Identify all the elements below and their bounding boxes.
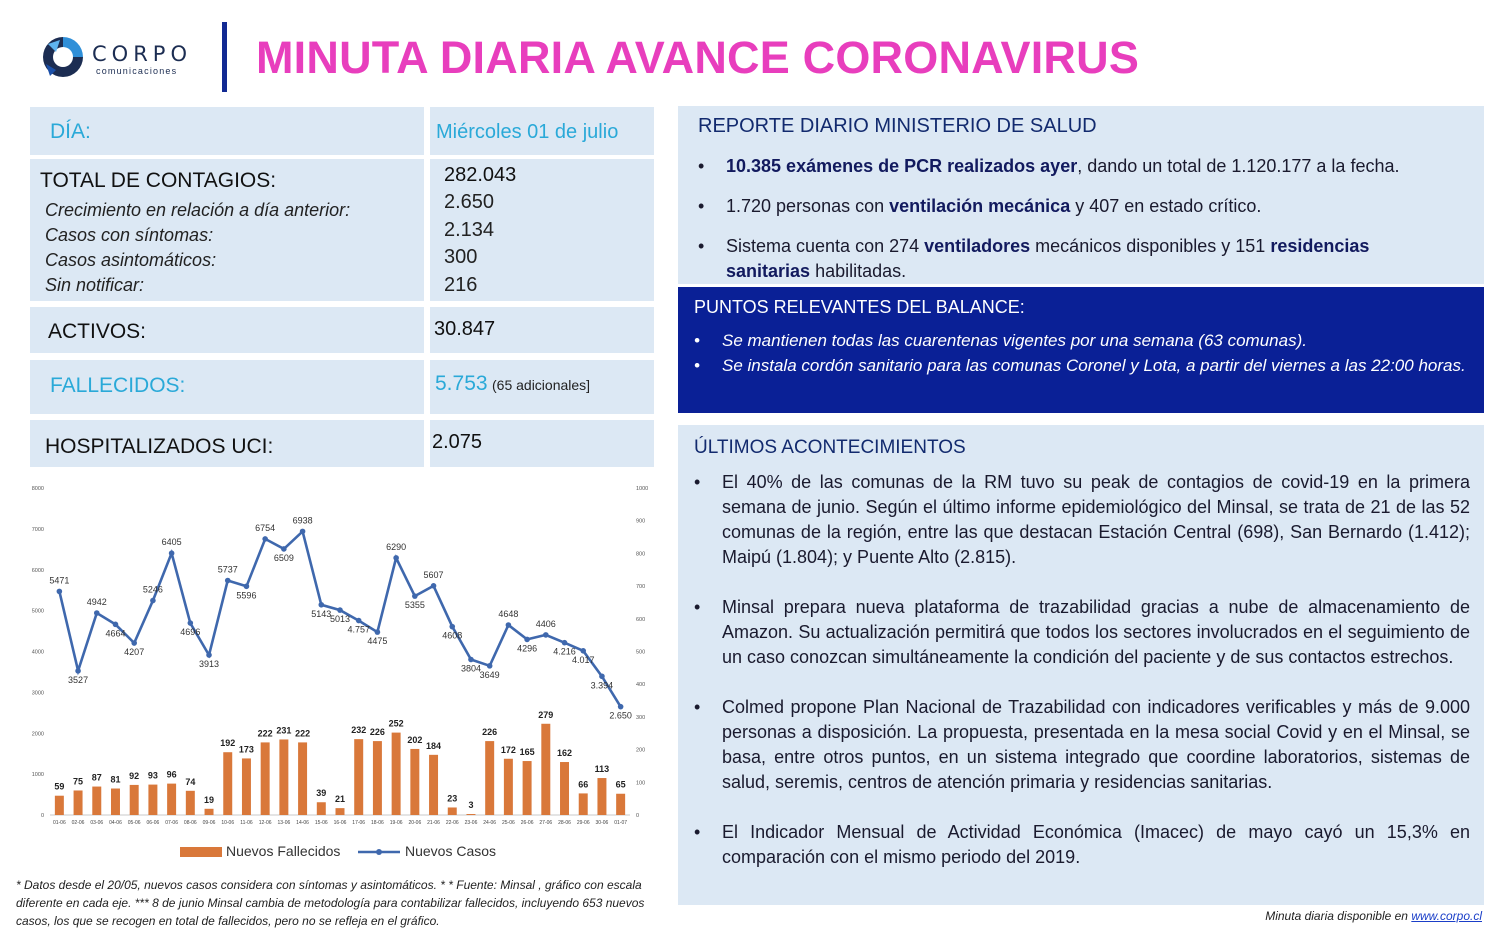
- line-value-label: 3649: [479, 669, 500, 680]
- bar-value-label: 21: [334, 794, 346, 805]
- line-value-label: 4664: [105, 628, 126, 639]
- line-value-label: 4648: [498, 609, 519, 620]
- line-point-nuevos-casos: [300, 529, 306, 535]
- bar-nuevos-fallecidos: [130, 785, 139, 815]
- deaths-label: FALLECIDOS:: [50, 374, 186, 397]
- line-point-nuevos-casos: [431, 583, 437, 589]
- bar-value-label: 222: [295, 728, 311, 739]
- bar-nuevos-fallecidos: [223, 752, 232, 815]
- cases-deaths-chart: [28, 478, 668, 868]
- line-point-nuevos-casos: [281, 546, 287, 552]
- growth-value: 2.650: [444, 191, 495, 213]
- y-right-tick-label: 1000: [636, 486, 649, 492]
- bar-value-label: 93: [147, 770, 158, 781]
- bar-value-label: 66: [578, 779, 589, 790]
- y-right-tick-label: 200: [636, 747, 646, 754]
- total-value-cell: [430, 159, 654, 301]
- deaths-value: 5.753: [435, 372, 488, 395]
- line-value-label: 5607: [423, 569, 444, 580]
- events-title: ÚLTIMOS ACONTECIMIENTOS: [694, 437, 966, 458]
- bar-nuevos-fallecidos: [597, 778, 606, 815]
- balance-list: [694, 328, 1468, 378]
- x-tick-label: 24-06: [483, 820, 497, 826]
- bar-nuevos-fallecidos: [485, 741, 494, 815]
- bar-value-label: 202: [407, 734, 423, 745]
- bar-value-label: 65: [615, 779, 626, 790]
- total-value: 282.043: [444, 164, 517, 186]
- bar-value-label: 232: [351, 725, 367, 736]
- x-tick-label: 03-06: [90, 820, 104, 826]
- line-value-label: 6405: [161, 537, 182, 548]
- y-right-tick-label: 700: [636, 584, 646, 591]
- bar-value-label: 81: [110, 774, 121, 785]
- bar-nuevos-fallecidos: [111, 789, 120, 815]
- line-point-nuevos-casos: [244, 583, 250, 589]
- header-divider: [222, 22, 227, 92]
- bar-value-label: 192: [220, 738, 236, 749]
- icu-label-cell: [30, 420, 424, 467]
- line-value-label: 3804: [460, 663, 481, 674]
- balance-item: • Se instala cordón sanitario para las comunas Coronel y Lota, a partir del viernes a las 22:00 horas.: [694, 353, 1468, 378]
- bar-nuevos-fallecidos: [410, 749, 419, 815]
- y-right-tick-label: 0: [636, 813, 640, 819]
- line-value-label: 4.216: [553, 646, 576, 657]
- line-value-label: 3527: [68, 674, 89, 685]
- bar-value-label: 162: [557, 748, 573, 759]
- y-left-tick-label: 0: [40, 813, 44, 819]
- bar-value-label: 19: [204, 794, 215, 805]
- bar-nuevos-fallecidos: [560, 762, 569, 815]
- line-point-nuevos-casos: [468, 657, 474, 663]
- unreported-label: Sin notificar:: [45, 275, 145, 295]
- line-value-label: 4942: [86, 596, 107, 607]
- bar-value-label: 252: [388, 718, 404, 729]
- x-tick-label: 01-07: [614, 820, 628, 826]
- y-left-tick-label: 1000: [31, 772, 44, 779]
- x-tick-label: 07-06: [165, 820, 179, 826]
- bar-value-label: 165: [519, 747, 535, 758]
- line-value-label: 2.650: [609, 710, 632, 721]
- x-tick-label: 12-06: [258, 820, 272, 826]
- x-tick-label: 14-06: [296, 820, 309, 826]
- x-tick-label: 08-06: [183, 820, 197, 826]
- active-label-cell: [30, 307, 424, 353]
- bar-value-label: 184: [426, 740, 442, 751]
- bar-value-label: 87: [91, 772, 102, 783]
- x-tick-label: 28-06: [558, 820, 571, 826]
- line-value-label: 4696: [180, 627, 201, 638]
- bar-nuevos-fallecidos: [167, 784, 176, 815]
- line-point-nuevos-casos: [131, 640, 137, 646]
- symptomatic-value: 2.134: [444, 219, 495, 241]
- bar-nuevos-fallecidos: [523, 761, 532, 815]
- bar-value-label: 226: [482, 727, 498, 738]
- balance-item: • Se mantienen todas las cuarentenas vigentes por una semana (63 comunas).: [694, 328, 1468, 353]
- total-label: TOTAL DE CONTAGIOS:: [40, 169, 277, 192]
- line-value-label: 6938: [292, 515, 313, 526]
- bar-value-label: 231: [276, 725, 292, 736]
- report-title: REPORTE DIARIO MINISTERIO DE SALUD: [698, 115, 1097, 137]
- bar-value-label: 173: [238, 744, 254, 755]
- events-panel: [678, 425, 1484, 905]
- bar-nuevos-fallecidos: [373, 741, 382, 815]
- y-left-tick-label: 5000: [31, 608, 44, 615]
- line-point-nuevos-casos: [580, 648, 586, 654]
- line-value-label: 4.757: [347, 624, 370, 635]
- line-value-label: 3913: [199, 659, 220, 670]
- bar-value-label: 279: [538, 709, 554, 720]
- symptomatic-label: Casos con síntomas:: [45, 225, 214, 245]
- line-point-nuevos-casos: [393, 555, 399, 561]
- y-right-tick-label: 300: [636, 714, 646, 721]
- event-item: • Colmed propone Plan Nacional de Trazabilidad con indicadores verificables y más de 9.000 personas a disposición. La propuesta, presentada en la mesa social Covid y en el Minsal, se basa, entre otros puntos, en un sistema integrado que coordine laboratorios, sistemas de salud, seremis, centros de atención primaria y residencias sanitarias.: [694, 695, 1470, 795]
- line-value-label: 3.394: [590, 680, 614, 691]
- x-tick-label: 02-06: [71, 820, 85, 826]
- line-value-label: 6290: [386, 541, 407, 552]
- bar-nuevos-fallecidos: [466, 814, 475, 815]
- line-point-nuevos-casos: [262, 536, 268, 542]
- line-value-label: 5246: [142, 584, 163, 595]
- bar-nuevos-fallecidos: [186, 791, 195, 815]
- y-right-tick-label: 900: [636, 518, 646, 525]
- x-tick-label: 05-06: [127, 820, 141, 826]
- line-point-nuevos-casos: [206, 652, 212, 658]
- bar-nuevos-fallecidos: [279, 739, 288, 815]
- line-point-nuevos-casos: [506, 622, 512, 628]
- line-point-nuevos-casos: [337, 607, 343, 613]
- line-point-nuevos-casos: [169, 550, 175, 556]
- x-tick-label: 16-06: [333, 820, 347, 826]
- active-value: 30.847: [434, 318, 496, 340]
- bar-value-label: 23: [447, 793, 458, 804]
- line-value-label: 5596: [236, 590, 257, 601]
- line-value-label: 4296: [517, 643, 538, 654]
- x-tick-label: 09-06: [202, 820, 216, 826]
- line-point-nuevos-casos: [356, 618, 362, 624]
- bar-nuevos-fallecidos: [205, 809, 214, 815]
- bar-nuevos-fallecidos: [55, 796, 64, 815]
- x-tick-label: 27-06: [539, 820, 553, 826]
- bar-nuevos-fallecidos: [354, 739, 363, 815]
- line-value-label: 5737: [217, 564, 238, 575]
- bar-nuevos-fallecidos: [336, 808, 345, 815]
- event-item: • El 40% de las comunas de la RM tuvo su peak de contagios de covid-19 en la primera semana de junio. Según el último informe epidemiológico del Minsal, se trata de 21 de las 52 comunas de la región, entre las que destacan Estación Central (698), San Bernardo (1.412); Maipú (1.804); y Puente Alto (2.815).: [694, 470, 1470, 570]
- page-title: MINUTA DIARIA AVANCE CORONAVIRUS: [256, 32, 1140, 83]
- line-point-nuevos-casos: [75, 668, 81, 674]
- corpo-logo-mark-icon: [40, 34, 86, 80]
- bar-nuevos-fallecidos: [448, 807, 457, 815]
- line-point-nuevos-casos: [599, 673, 605, 679]
- line-point-nuevos-casos: [487, 663, 493, 669]
- bar-nuevos-fallecidos: [92, 787, 101, 815]
- bar-value-label: 226: [369, 727, 385, 738]
- bar-value-label: 92: [129, 770, 140, 781]
- x-tick-label: 17-06: [352, 820, 366, 826]
- growth-label: Crecimiento en relación a día anterior:: [45, 200, 351, 220]
- line-value-label: 4.017: [571, 654, 595, 665]
- y-left-tick-label: 6000: [31, 567, 44, 574]
- day-label: DÍA:: [50, 120, 91, 143]
- legend-label-fallecidos: Nuevos Fallecidos: [226, 843, 341, 859]
- unreported-value: 216: [444, 274, 478, 296]
- x-tick-label: 15-06: [314, 820, 328, 826]
- report-item: • 1.720 personas con ventilación mecánica y 407 en estado crítico.: [698, 194, 1458, 219]
- legend-label-casos: Nuevos Casos: [405, 843, 497, 859]
- bar-value-label: 75: [73, 776, 84, 787]
- day-label-cell: [30, 107, 424, 155]
- line-point-nuevos-casos: [618, 704, 624, 710]
- y-right-tick-label: 800: [636, 551, 646, 558]
- asymptomatic-value: 300: [444, 246, 478, 268]
- line-point-nuevos-casos: [412, 593, 418, 599]
- x-tick-label: 21-06: [427, 820, 440, 826]
- bar-nuevos-fallecidos: [242, 758, 251, 815]
- active-value-cell: [430, 307, 654, 353]
- bar-nuevos-fallecidos: [579, 793, 588, 815]
- deaths-extra: (65 adicionales]: [492, 377, 591, 393]
- report-item: • Sistema cuenta con 274 ventiladores mecánicos disponibles y 151 residencias sanitarias habilitadas.: [698, 234, 1458, 284]
- x-tick-label: 26-06: [520, 820, 534, 826]
- x-tick-label: 19-06: [389, 820, 403, 826]
- line-value-label: 5471: [49, 575, 70, 586]
- icu-value: 2.075: [432, 431, 483, 453]
- x-tick-label: 06-06: [146, 820, 160, 826]
- icu-label: HOSPITALIZADOS UCI:: [45, 435, 274, 458]
- line-point-nuevos-casos: [562, 640, 568, 646]
- line-point-nuevos-casos: [449, 624, 455, 630]
- logo-subtitle: comunicaciones: [96, 66, 178, 76]
- line-value-label: 4475: [367, 636, 388, 647]
- balance-panel: [678, 287, 1484, 413]
- corpo-logo: [40, 34, 210, 84]
- line-value-label: 6509: [273, 552, 294, 563]
- bar-value-label: 74: [185, 776, 196, 787]
- y-left-tick-label: 7000: [31, 526, 44, 533]
- footer-note: Minuta diaria disponible en www.corpo.cl: [1265, 909, 1482, 923]
- bar-value-label: 172: [500, 744, 516, 755]
- chart-footnote: * Datos desde el 20/05, nuevos casos considera con síntomas y asintomáticos. * * Fuente: Minsal , gráfico con escala diferente en cada eje. *** 8 de junio Minsal cambia de metodología para contabilizar fallecidos, incluyendo 653 nuevos casos, los que se recogen en total de fallecidos, pero no se refleja en el gráfico.: [16, 878, 645, 928]
- line-point-nuevos-casos: [318, 602, 324, 608]
- deaths-value-cell: [430, 360, 654, 414]
- legend-marker-casos: [376, 849, 382, 855]
- x-tick-label: 25-06: [501, 820, 515, 826]
- bar-nuevos-fallecidos: [616, 794, 625, 815]
- bar-nuevos-fallecidos: [74, 790, 83, 815]
- report-item: • 10.385 exámenes de PCR realizados ayer, dando un total de 1.120.177 a la fecha.: [698, 154, 1458, 179]
- line-value-label: 4608: [442, 630, 463, 641]
- logo-name: CORPO: [92, 42, 192, 66]
- y-right-tick-label: 500: [636, 649, 646, 656]
- bar-value-label: 113: [594, 764, 610, 775]
- bar-value-label: 59: [54, 781, 65, 792]
- bar-nuevos-fallecidos: [261, 742, 270, 815]
- report-panel: [678, 106, 1484, 284]
- line-point-nuevos-casos: [375, 629, 381, 635]
- line-point-nuevos-casos: [113, 622, 119, 628]
- y-left-tick-label: 2000: [31, 731, 44, 738]
- total-label-cell: [30, 159, 424, 301]
- line-value-label: 4406: [535, 618, 556, 629]
- line-point-nuevos-casos: [150, 598, 156, 604]
- bar-nuevos-fallecidos: [504, 759, 513, 815]
- bar-value-label: 222: [257, 728, 273, 739]
- legend-swatch-fallecidos: [180, 847, 222, 857]
- x-tick-label: 18-06: [371, 820, 384, 826]
- deaths-label-cell: [30, 360, 424, 414]
- bar-value-label: 3: [468, 800, 474, 811]
- line-value-label: 5355: [404, 600, 425, 611]
- y-right-tick-label: 100: [636, 780, 646, 787]
- y-left-tick-label: 4000: [31, 649, 44, 656]
- x-tick-label: 01-06: [52, 820, 66, 826]
- x-tick-label: 29-06: [576, 820, 590, 826]
- line-value-label: 4207: [124, 647, 145, 658]
- active-label: ACTIVOS:: [48, 320, 147, 343]
- bar-nuevos-fallecidos: [392, 733, 401, 815]
- line-value-label: 6754: [255, 522, 276, 533]
- bar-nuevos-fallecidos: [148, 785, 157, 815]
- x-tick-label: 04-06: [109, 820, 122, 826]
- line-point-nuevos-casos: [188, 620, 194, 626]
- line-point-nuevos-casos: [524, 637, 530, 643]
- event-item: • El Indicador Mensual de Actividad Económica (Imacec) de mayo cayó un 15,3% en comparación con el mismo periodo del 2019.: [694, 820, 1470, 870]
- icu-value-cell: [430, 420, 654, 467]
- y-right-tick-label: 600: [636, 616, 646, 623]
- y-left-tick-label: 8000: [31, 486, 44, 492]
- line-point-nuevos-casos: [543, 632, 549, 638]
- y-left-tick-label: 3000: [31, 690, 44, 697]
- x-tick-label: 10-06: [221, 820, 235, 826]
- x-tick-label: 30-06: [595, 820, 609, 826]
- bar-nuevos-fallecidos: [541, 724, 550, 815]
- x-tick-label: 20-06: [408, 820, 422, 826]
- x-tick-label: 23-06: [464, 820, 478, 826]
- day-value: Miércoles 01 de julio: [436, 121, 619, 143]
- line-value-label: 5013: [329, 614, 351, 625]
- asymptomatic-label: Casos asintomáticos:: [45, 250, 217, 270]
- event-item: • Minsal prepara nueva plataforma de trazabilidad gracias a nube de almacenamiento de Amazon. Su actualización permitirá que todos los sectores involucrados en el seguimiento de un caso conozcan simultáneamente la condición del paciente y de sus contactos estrechos.: [694, 595, 1470, 670]
- line-point-nuevos-casos: [225, 578, 231, 584]
- line-value-label: 5143: [311, 608, 332, 619]
- x-tick-label: 13-06: [277, 820, 291, 826]
- events-list: [694, 470, 1470, 895]
- y-right-tick-label: 400: [636, 682, 646, 689]
- bar-value-label: 96: [166, 769, 177, 780]
- x-tick-label: 22-06: [445, 820, 459, 826]
- line-point-nuevos-casos: [57, 589, 63, 595]
- bar-nuevos-fallecidos: [298, 742, 307, 815]
- bar-nuevos-fallecidos: [429, 755, 438, 815]
- balance-title: PUNTOS RELEVANTES DEL BALANCE:: [694, 297, 1025, 317]
- report-list: [698, 154, 1458, 299]
- bar-nuevos-fallecidos: [317, 802, 326, 815]
- line-point-nuevos-casos: [94, 610, 100, 616]
- day-value-cell: [430, 107, 654, 155]
- x-tick-label: 11-06: [240, 820, 253, 826]
- bar-value-label: 39: [316, 788, 327, 799]
- footer-link[interactable]: www.corpo.cl: [1411, 909, 1482, 923]
